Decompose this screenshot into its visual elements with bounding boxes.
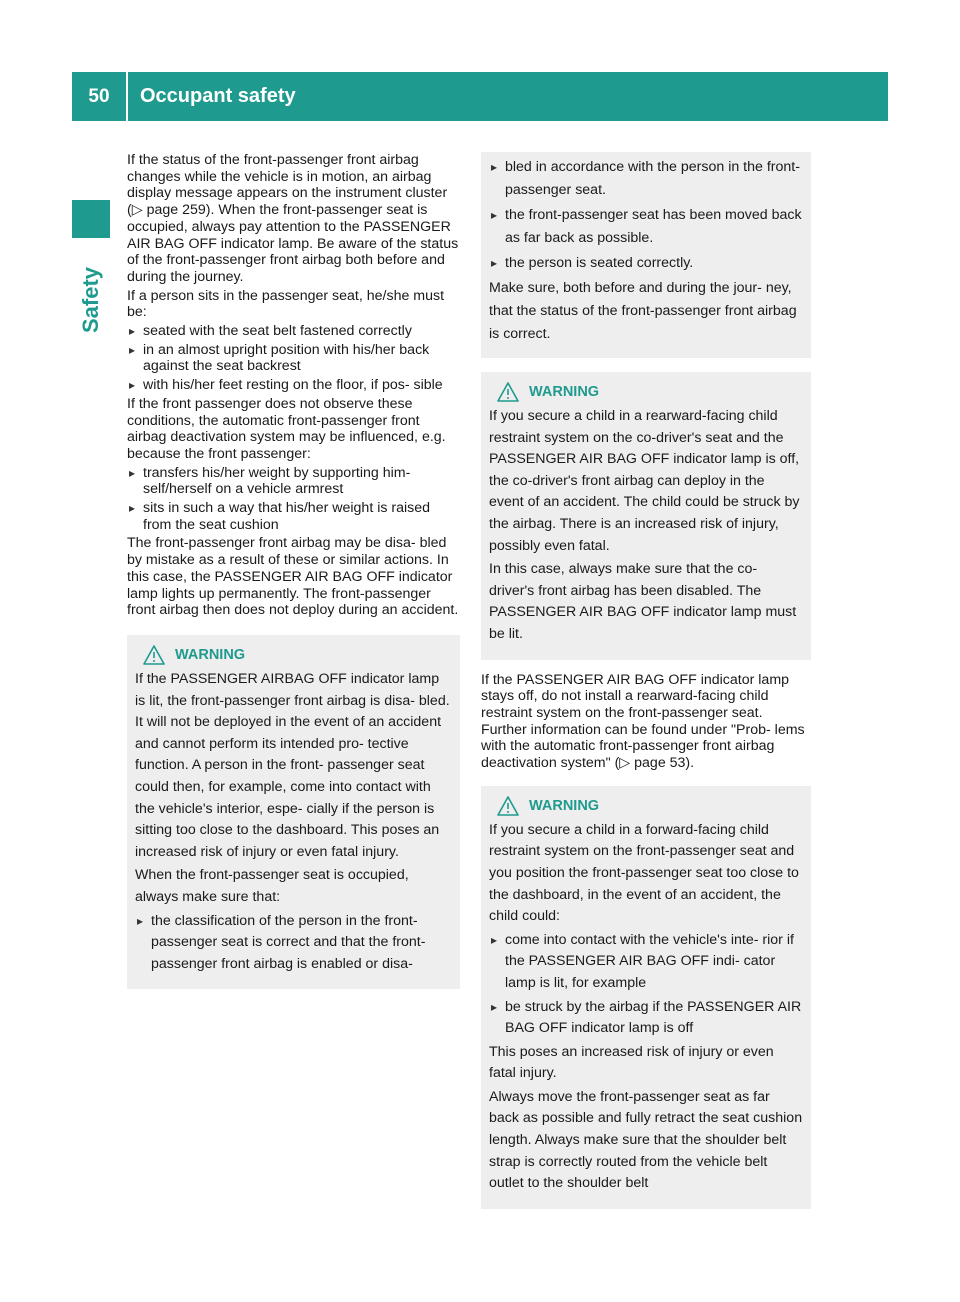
warning-triangle-icon [497,796,519,816]
warning-header [489,382,803,402]
warning-text: When the front-passenger seat is occupied, always make sure that: [135,867,409,905]
warning-box [481,786,811,1209]
list-item: ▸ in an almost upright position with his/her back against the seat backrest [127,342,460,375]
warning-title: WARNING [529,384,600,400]
warning-text: Make sure, both before and during the jour- ney, that the status of the front-passenger front airbag is correct. [489,280,797,342]
warning-title: WARNING [529,797,600,814]
warning-header [135,645,452,665]
warning-triangle-icon [143,645,165,665]
warning-text: Always move the front-passenger seat as far back as possible and fully retract the seat cushion length. Always make sure that the shoulder belt strap is correctly routed from the vehicle belt outlet to the shoulder belt [489,1088,803,1192]
warning-text: This poses an increased risk of injury or even fatal injury. [489,1043,774,1082]
list-item: ▸ be struck by the airbag if the PASSENGER AIR BAG OFF indicator lamp is off [489,997,803,1040]
page-number: 50 [88,85,110,107]
sidebar-marker [72,200,110,238]
list-item: ▸ the person is seated correctly. [489,252,803,275]
list-item-continued [489,156,803,202]
list-item: ▸ the classification of the person in the front- passenger seat is correct and that the front- passenger front airbag is enabled or disa- [135,911,452,976]
left-column [127,152,460,989]
sidebar-tab [72,250,110,350]
paragraph: If the PASSENGER AIR BAG OFF indicator lamp stays off, do not install a rearward-facing child restraint system on the front-passenger seat. Further information can be found under "Prob- lems with the automatic front-passenger front airbag deactivation system" (▷ page 53). [481,671,805,772]
list-item: ▸ the front-passenger seat has been moved back as far back as possible. [489,204,803,250]
warning-text: If the PASSENGER AIRBAG OFF indicator lamp is lit, the front-passenger front airbag is disa- bled. It will not be deployed in the event of an accident and cannot perform its intended pro- tective function. A person in the front- passenger seat could then, for example, come into contact with the vehicle's interior, espe- cially if the person is sitting too close to the dashboard. This poses an increased risk of injury or even fatal injury. [135,670,450,860]
header-divider [126,72,128,121]
warning-box [481,372,811,660]
paragraph: If the front passenger does not observe these conditions, the automatic front-passenger front airbag deactivation system may be influenced, e.g. because the front passenger: [127,395,446,462]
sidebar-label: Safety [78,266,104,334]
warning-title: WARNING [175,646,246,663]
list-item: ▸ seated with the seat belt fastened correctly [127,323,460,340]
warning-continuation-box [481,152,811,358]
list-item: ▸ with his/her feet resting on the floor, if pos- sible [127,377,460,394]
section-title: Occupant safety [140,85,296,107]
list-item: ▸ sits in such a way that his/her weight is raised from the seat cushion [127,500,460,533]
warning-header [489,796,803,816]
right-column [481,152,811,1209]
paragraph: If the status of the front-passenger front airbag changes while the vehicle is in motion, an airbag display message appears on the instrument cluster (▷ page 259). When the front-passenger seat is occupied, always pay attention to the PASSENGER AIR BAG OFF indicator lamp. Be aware of the status of the front-passenger front airbag both before and during the journey. [127,152,459,285]
paragraph: The front-passenger front airbag may be disa- bled by mistake as a result of these or similar actions. In this case, the PASSENGER AIR BAG OFF indicator lamp lights up permanently. The front-passenger front airbag then does not deploy during an accident. [127,535,459,619]
paragraph: If a person sits in the passenger seat, he/she must be: [127,287,445,321]
warning-text: If you secure a child in a forward-facing child restraint system on the front-passenger seat and you position the front-passenger seat too close to the dashboard, in the event of an accident, the child could: [489,821,799,925]
page-header [72,72,888,121]
warning-text: In this case, always make sure that the co- driver's front airbag has been disabled. The PASSENGER AIR BAG OFF indicator lamp must be lit. [489,561,797,642]
continued-text: bled in accordance with the person in the front-passenger seat. [505,159,800,198]
list-item: ▸ transfers his/her weight by supporting him- self/herself on a vehicle armrest [127,465,460,498]
warning-triangle-icon [497,382,519,402]
list-item: ▸ come into contact with the vehicle's inte- rior if the PASSENGER AIR BAG OFF indi- cator lamp is lit, for example [489,930,803,995]
warning-text: If you secure a child in a rearward-facing child restraint system on the co-driver's seat and the PASSENGER AIR BAG OFF indicator lamp is off, the co-driver's front airbag can deploy in the event of an accident. The child could be struck by the airbag. There is an increased risk of injury, possibly even fatal. [489,408,800,554]
warning-box [127,635,460,989]
